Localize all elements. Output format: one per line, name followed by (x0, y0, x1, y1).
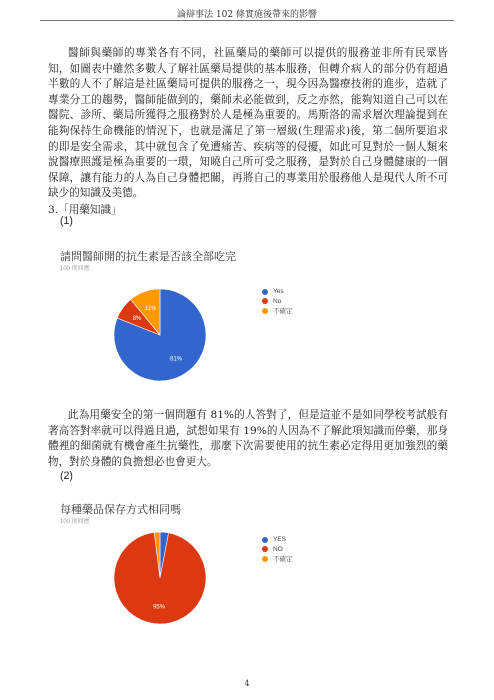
body-paragraph-2: 此為用藥安全的第一個問題有 81%的人答對了，但是這並不是如同學校考試般有著高答對率就可以得過且過，試想如果有 19%的人因為不了解此項知識而停藥，那身體裡的細菌就有機會產生抗藥性，那麼下次需要使用的抗生素必定得用更加強烈的藥物，對於身體的負擔想必也會更大。 (48, 409, 448, 468)
legend-item (262, 297, 293, 307)
chart-2-slice-1-label: 95% (153, 604, 166, 611)
legend-label: 不確定 (273, 556, 293, 564)
legend-swatch (262, 289, 268, 295)
subsection-label-2: (2) (60, 470, 73, 482)
legend-label: 不確定 (273, 308, 293, 316)
chart-2-title: 每種藥品保存方式相同嗎 (60, 503, 181, 516)
legend-swatch (262, 546, 268, 552)
chart-1-slice-1-label: 8% (132, 316, 142, 323)
legend-item (262, 287, 293, 297)
chart-1-slice-0-label: 81% (170, 356, 183, 363)
chart-2-legend (262, 535, 293, 564)
legend-item (262, 545, 293, 555)
legend-swatch (262, 308, 268, 314)
subsection-label-1: (1) (60, 215, 73, 227)
legend-label: NO (273, 545, 283, 553)
body-paragraph-1: 醫師與藥師的專業各有不同，社區藥局的藥師可以提供的服務並非所有民眾皆知，如圖表中雖然多數人了解社區藥局提供的基本服務，但轉介病人的部分仍有超過半數的人不了解這是社區藥局可提供的服務之一，現今因為醫療技術的進步，造就了專業分工的趨勢，醫師能做到的，藥師未必能做到，反之亦然，能夠知道自己可以在醫院、診所、藥局所獲得之服務對於人是極為重要的。馬斯洛的需求層次理論提到在能夠保持生命機能的情況下，也就是滿足了第一層級(生理需求)後，第二個所要追求的即是安全需求，其中就包含了免遭痛苦、疾病等的侵擾，如此可見對於一個人類來說醫療照護是極為重要的一環，知曉自己所可受之服務，是對於自己身體健康的一個保障，讓有能力的人為自己身體把關，再將自己的專業用於服務他人是現代人所不可缺少的知識及美德。 (48, 47, 448, 200)
header-rule (40, 20, 454, 21)
chart-2-subtitle: 100 則回應 (60, 519, 90, 525)
chart-1-title: 請問醫師開的抗生素是否該全部吃完 (60, 250, 236, 263)
chart-1-subtitle: 100 則回應 (60, 266, 90, 272)
pie-chart-2 (112, 530, 208, 626)
legend-label: Yes (273, 288, 284, 296)
legend-swatch (262, 298, 268, 304)
legend-item (262, 306, 293, 316)
running-header: 論辯事法 102 條實施後帶來的影響 (177, 10, 317, 20)
legend-swatch (262, 537, 268, 543)
page-number: 4 (244, 679, 250, 688)
legend-label: No (273, 297, 282, 305)
legend-swatch (262, 556, 268, 562)
section-heading: 3.「用藥知識」 (48, 204, 122, 216)
legend-label: YES (273, 536, 287, 544)
legend-item (262, 535, 293, 545)
pie-chart-1 (112, 287, 208, 383)
chart-1-legend (262, 287, 293, 316)
chart-1-slice-2-label: 11% (144, 306, 157, 313)
legend-item (262, 554, 293, 564)
